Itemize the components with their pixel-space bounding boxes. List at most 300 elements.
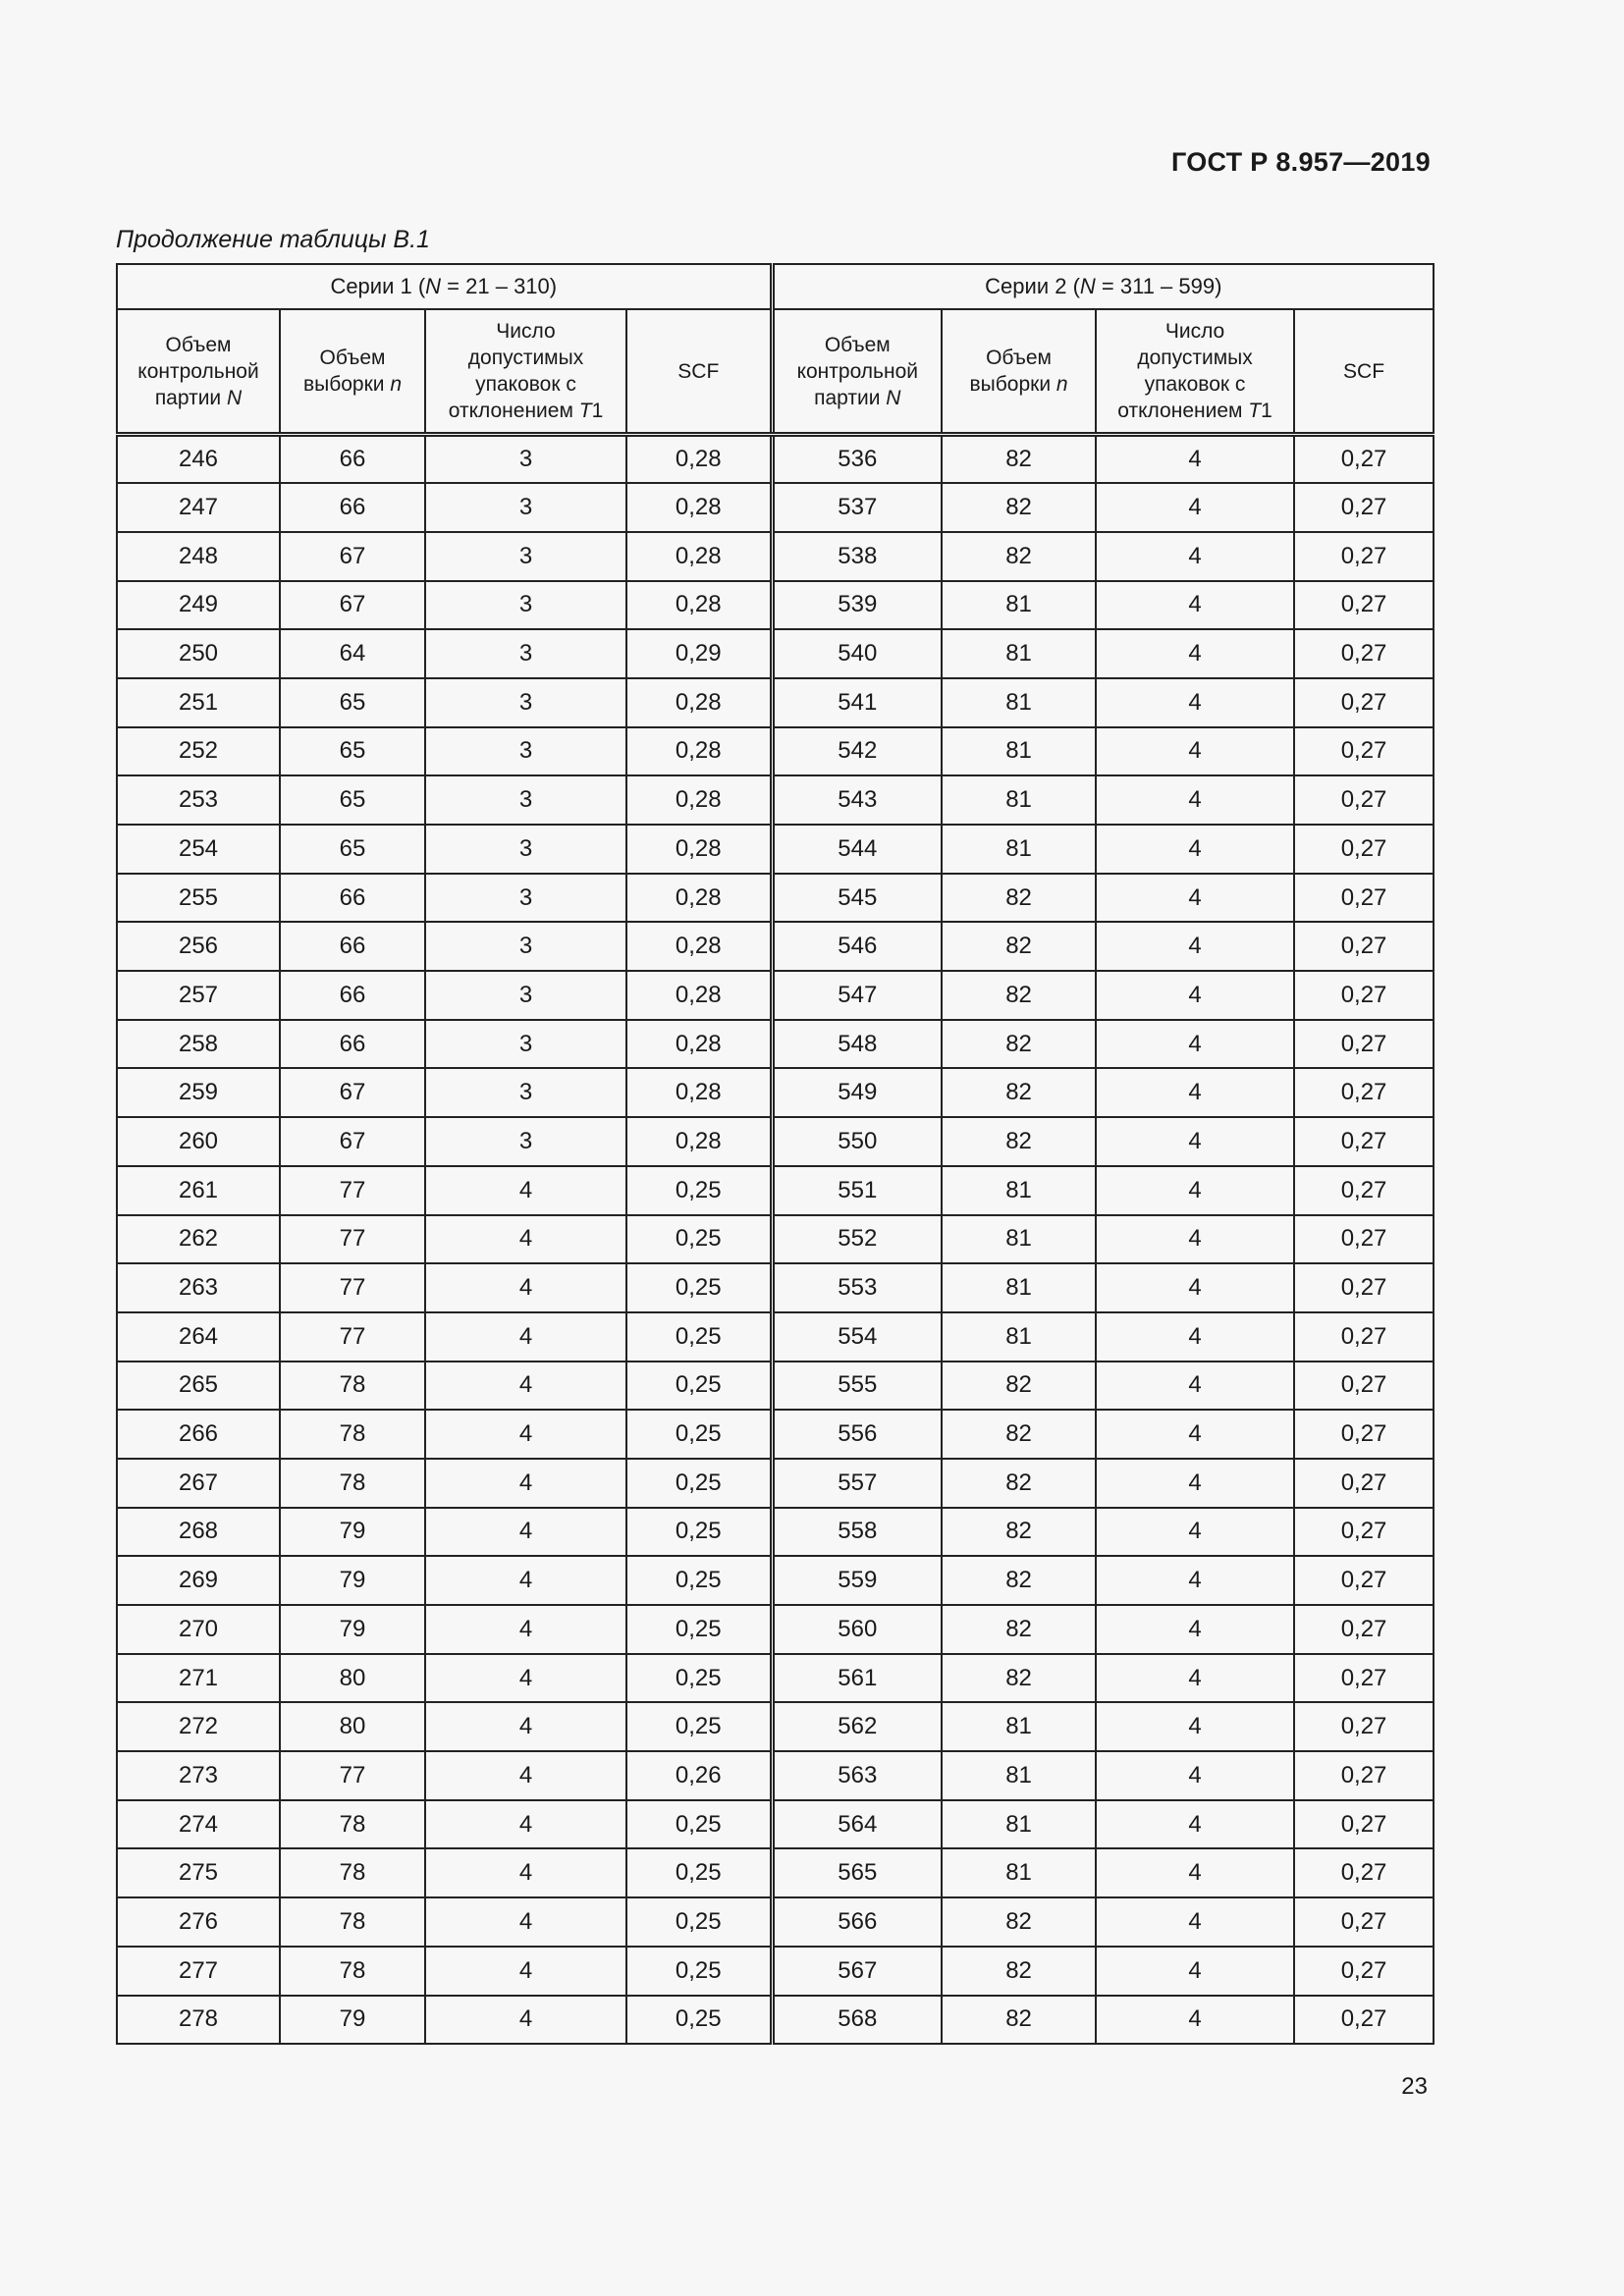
table-row: [117, 1897, 1434, 1947]
table-cell: 82: [942, 971, 1096, 1020]
table-cell: 78: [280, 1459, 425, 1508]
table-cell: 542: [772, 727, 942, 776]
table-cell: 78: [280, 1897, 425, 1947]
table-cell: 82: [942, 1947, 1096, 1996]
table-cell: 0,27: [1294, 825, 1434, 874]
table-cell: 81: [942, 581, 1096, 630]
table-row: [117, 775, 1434, 825]
table-cell: 77: [280, 1166, 425, 1215]
table-cell: 0,28: [626, 874, 772, 923]
table-cell: 565: [772, 1848, 942, 1897]
table-cell: 3: [425, 1117, 626, 1166]
table-cell: 4: [1096, 629, 1294, 678]
table-cell: 81: [942, 775, 1096, 825]
table-cell: 4: [1096, 1263, 1294, 1312]
data-table: [116, 263, 1435, 2045]
table-row: [117, 1996, 1434, 2045]
table-cell: 82: [942, 435, 1096, 484]
table-cell: 78: [280, 1362, 425, 1411]
table-row: [117, 1410, 1434, 1459]
table-cell: 0,25: [626, 1263, 772, 1312]
table-cell: 65: [280, 727, 425, 776]
table-cell: 544: [772, 825, 942, 874]
table-row: [117, 1068, 1434, 1117]
table-cell: 0,27: [1294, 1117, 1434, 1166]
table-row: [117, 1263, 1434, 1312]
table-cell: 0,27: [1294, 1897, 1434, 1947]
col-header-s1-allowed-deviations: Число допустимых упаковок с отклонением T1: [425, 309, 626, 435]
table-cell: 545: [772, 874, 942, 923]
table-cell: 0,25: [626, 1897, 772, 1947]
table-cell: 4: [425, 1605, 626, 1654]
table-cell: 4: [425, 1800, 626, 1849]
table-cell: 0,27: [1294, 922, 1434, 971]
table-cell: 4: [1096, 1947, 1294, 1996]
table-cell: 4: [425, 1702, 626, 1751]
col-header-s2-scf: SCF: [1294, 309, 1434, 435]
table-cell: 277: [117, 1947, 280, 1996]
table-row: [117, 1605, 1434, 1654]
table-cell: 0,27: [1294, 1800, 1434, 1849]
table-cell: 3: [425, 775, 626, 825]
table-cell: 554: [772, 1312, 942, 1362]
table-cell: 81: [942, 1800, 1096, 1849]
table-cell: 278: [117, 1996, 280, 2045]
table-cell: 4: [425, 1556, 626, 1605]
table-cell: 67: [280, 1068, 425, 1117]
table-caption: Продолжение таблицы В.1: [116, 226, 430, 253]
table-row: [117, 727, 1434, 776]
table-cell: 0,27: [1294, 483, 1434, 532]
table-row: [117, 1215, 1434, 1264]
table-cell: 0,25: [626, 1508, 772, 1557]
table-cell: 80: [280, 1702, 425, 1751]
table-cell: 276: [117, 1897, 280, 1947]
table-cell: 0,28: [626, 435, 772, 484]
table-row: [117, 1020, 1434, 1069]
table-cell: 262: [117, 1215, 280, 1264]
table-cell: 0,27: [1294, 629, 1434, 678]
table-row: [117, 825, 1434, 874]
table-cell: 0,27: [1294, 1556, 1434, 1605]
table-cell: 0,28: [626, 483, 772, 532]
series-2-header: Серии 2 (N = 311 – 599): [772, 264, 1434, 309]
table-cell: 4: [1096, 1362, 1294, 1411]
table-cell: 0,25: [626, 1410, 772, 1459]
series-header-row: [117, 264, 1434, 309]
table-cell: 3: [425, 629, 626, 678]
table-cell: 247: [117, 483, 280, 532]
table-cell: 556: [772, 1410, 942, 1459]
table-cell: 0,25: [626, 1362, 772, 1411]
table-cell: 0,27: [1294, 1508, 1434, 1557]
table-cell: 0,27: [1294, 1996, 1434, 2045]
table-cell: 4: [1096, 1556, 1294, 1605]
table-cell: 82: [942, 1897, 1096, 1947]
table-row: [117, 1166, 1434, 1215]
table-cell: 0,28: [626, 678, 772, 727]
table-cell: 3: [425, 435, 626, 484]
table-cell: 537: [772, 483, 942, 532]
col-header-s2-allowed-deviations: Число допустимых упаковок с отклонением T1: [1096, 309, 1294, 435]
table-cell: 3: [425, 971, 626, 1020]
table-cell: 560: [772, 1605, 942, 1654]
table-cell: 0,25: [626, 1312, 772, 1362]
table-cell: 4: [1096, 483, 1294, 532]
table-cell: 78: [280, 1410, 425, 1459]
table-cell: 4: [425, 1215, 626, 1264]
table-cell: 538: [772, 532, 942, 581]
table-cell: 0,27: [1294, 581, 1434, 630]
table-cell: 557: [772, 1459, 942, 1508]
table-row: [117, 678, 1434, 727]
table-cell: 0,28: [626, 1117, 772, 1166]
table-cell: 4: [1096, 727, 1294, 776]
table-cell: 541: [772, 678, 942, 727]
table-cell: 79: [280, 1605, 425, 1654]
table-cell: 261: [117, 1166, 280, 1215]
table-cell: 0,28: [626, 971, 772, 1020]
table-cell: 79: [280, 1556, 425, 1605]
table-cell: 264: [117, 1312, 280, 1362]
table-cell: 81: [942, 727, 1096, 776]
table-cell: 547: [772, 971, 942, 1020]
table-cell: 4: [1096, 1410, 1294, 1459]
table-cell: 4: [425, 1751, 626, 1800]
table-cell: 66: [280, 1020, 425, 1069]
table-cell: 4: [1096, 775, 1294, 825]
table-cell: 82: [942, 1068, 1096, 1117]
table-cell: 563: [772, 1751, 942, 1800]
table-cell: 0,27: [1294, 971, 1434, 1020]
document-code: ГОСТ Р 8.957—2019: [1170, 147, 1431, 177]
table-cell: 79: [280, 1996, 425, 2045]
table-cell: 0,28: [626, 727, 772, 776]
table-cell: 251: [117, 678, 280, 727]
table-cell: 248: [117, 532, 280, 581]
table-row: [117, 1312, 1434, 1362]
table-row: [117, 1117, 1434, 1166]
table-cell: 0,27: [1294, 1947, 1434, 1996]
table-cell: 4: [1096, 922, 1294, 971]
table-cell: 0,28: [626, 1068, 772, 1117]
table-cell: 549: [772, 1068, 942, 1117]
table-cell: 0,27: [1294, 1166, 1434, 1215]
table-cell: 3: [425, 1068, 626, 1117]
table-cell: 0,25: [626, 1947, 772, 1996]
table-cell: 77: [280, 1312, 425, 1362]
table-cell: 0,25: [626, 1556, 772, 1605]
table-cell: 66: [280, 483, 425, 532]
table-cell: 4: [425, 1996, 626, 2045]
table-cell: 4: [425, 1166, 626, 1215]
table-cell: 65: [280, 678, 425, 727]
table-row: [117, 581, 1434, 630]
table-cell: 0,25: [626, 1459, 772, 1508]
table-cell: 4: [1096, 1605, 1294, 1654]
table-cell: 551: [772, 1166, 942, 1215]
page-number: 23: [1401, 2073, 1428, 2100]
table-cell: 81: [942, 825, 1096, 874]
table-cell: 4: [1096, 1117, 1294, 1166]
table-cell: 64: [280, 629, 425, 678]
table-cell: 82: [942, 1654, 1096, 1703]
table-cell: 66: [280, 971, 425, 1020]
table-row: [117, 1508, 1434, 1557]
table-cell: 252: [117, 727, 280, 776]
table-row: [117, 1702, 1434, 1751]
table-cell: 4: [425, 1654, 626, 1703]
table-cell: 3: [425, 825, 626, 874]
table-cell: 0,27: [1294, 1410, 1434, 1459]
table-cell: 82: [942, 1556, 1096, 1605]
table-cell: 0,25: [626, 1848, 772, 1897]
table-cell: 273: [117, 1751, 280, 1800]
table-cell: 3: [425, 678, 626, 727]
table-cell: 4: [1096, 1068, 1294, 1117]
table-cell: 562: [772, 1702, 942, 1751]
table-cell: 82: [942, 1362, 1096, 1411]
table-cell: 65: [280, 775, 425, 825]
table-cell: 568: [772, 1996, 942, 2045]
table-row: [117, 483, 1434, 532]
table-cell: 4: [1096, 1020, 1294, 1069]
table-cell: 0,26: [626, 1751, 772, 1800]
table-cell: 66: [280, 874, 425, 923]
table-cell: 0,25: [626, 1166, 772, 1215]
table-cell: 4: [1096, 1654, 1294, 1703]
table-cell: 558: [772, 1508, 942, 1557]
table-cell: 4: [1096, 1459, 1294, 1508]
table-cell: 0,27: [1294, 1702, 1434, 1751]
table-cell: 81: [942, 1215, 1096, 1264]
table-cell: 268: [117, 1508, 280, 1557]
col-header-s2-lot-size: Объем контрольной партии N: [772, 309, 942, 435]
table-cell: 0,27: [1294, 727, 1434, 776]
table-cell: 0,29: [626, 629, 772, 678]
table-cell: 4: [1096, 1312, 1294, 1362]
table-cell: 0,27: [1294, 678, 1434, 727]
table-cell: 270: [117, 1605, 280, 1654]
table-cell: 0,27: [1294, 1751, 1434, 1800]
table-cell: 78: [280, 1947, 425, 1996]
table-cell: 0,28: [626, 825, 772, 874]
table-cell: 564: [772, 1800, 942, 1849]
table-cell: 81: [942, 1312, 1096, 1362]
table-cell: 79: [280, 1508, 425, 1557]
table-cell: 559: [772, 1556, 942, 1605]
table-cell: 0,28: [626, 922, 772, 971]
table-cell: 4: [1096, 581, 1294, 630]
table-cell: 82: [942, 1020, 1096, 1069]
table-row: [117, 922, 1434, 971]
table-cell: 67: [280, 532, 425, 581]
table-cell: 246: [117, 435, 280, 484]
table-cell: 259: [117, 1068, 280, 1117]
table-cell: 566: [772, 1897, 942, 1947]
table-row: [117, 1947, 1434, 1996]
table-cell: 0,25: [626, 1800, 772, 1849]
table-row: [117, 1556, 1434, 1605]
table-cell: 0,27: [1294, 1459, 1434, 1508]
table-cell: 275: [117, 1848, 280, 1897]
table-cell: 4: [1096, 1800, 1294, 1849]
table-cell: 561: [772, 1654, 942, 1703]
table-cell: 4: [1096, 1508, 1294, 1557]
table-cell: 82: [942, 874, 1096, 923]
col-header-s1-lot-size: Объем контрольной партии N: [117, 309, 280, 435]
table-cell: 3: [425, 483, 626, 532]
table-cell: 82: [942, 1410, 1096, 1459]
table-cell: 0,25: [626, 1996, 772, 2045]
table-cell: 4: [1096, 825, 1294, 874]
table-cell: 3: [425, 874, 626, 923]
table-cell: 3: [425, 532, 626, 581]
table-body: [117, 435, 1434, 2045]
table-cell: 82: [942, 532, 1096, 581]
column-header-row: [117, 309, 1434, 435]
table-cell: 253: [117, 775, 280, 825]
table-cell: 0,28: [626, 581, 772, 630]
table-cell: 0,27: [1294, 1215, 1434, 1264]
table-cell: 82: [942, 1117, 1096, 1166]
table-cell: 82: [942, 1996, 1096, 2045]
table-cell: 4: [425, 1312, 626, 1362]
table-cell: 65: [280, 825, 425, 874]
table-cell: 553: [772, 1263, 942, 1312]
table-cell: 0,27: [1294, 874, 1434, 923]
table-cell: 67: [280, 1117, 425, 1166]
table-cell: 4: [425, 1947, 626, 1996]
table-cell: 254: [117, 825, 280, 874]
table-cell: 82: [942, 483, 1096, 532]
table-cell: 81: [942, 1702, 1096, 1751]
table-cell: 82: [942, 1459, 1096, 1508]
table-cell: 548: [772, 1020, 942, 1069]
table-cell: 4: [1096, 1751, 1294, 1800]
col-header-s2-sample-size: Объем выборки n: [942, 309, 1096, 435]
table-cell: 4: [1096, 1996, 1294, 2045]
table-cell: 257: [117, 971, 280, 1020]
table-cell: 271: [117, 1654, 280, 1703]
table-cell: 263: [117, 1263, 280, 1312]
table-cell: 82: [942, 1508, 1096, 1557]
table-cell: 78: [280, 1848, 425, 1897]
table-cell: 540: [772, 629, 942, 678]
table-cell: 77: [280, 1263, 425, 1312]
table-cell: 4: [425, 1362, 626, 1411]
table-cell: 4: [1096, 874, 1294, 923]
table-cell: 4: [425, 1410, 626, 1459]
table-cell: 274: [117, 1800, 280, 1849]
table-row: [117, 874, 1434, 923]
table-cell: 0,28: [626, 532, 772, 581]
table-cell: 4: [425, 1263, 626, 1312]
table-cell: 0,27: [1294, 775, 1434, 825]
table-cell: 267: [117, 1459, 280, 1508]
table-cell: 550: [772, 1117, 942, 1166]
table-cell: 81: [942, 629, 1096, 678]
table-cell: 543: [772, 775, 942, 825]
table-row: [117, 532, 1434, 581]
series-1-header: Серии 1 (N = 21 – 310): [117, 264, 772, 309]
table-cell: 256: [117, 922, 280, 971]
table-cell: 539: [772, 581, 942, 630]
table-cell: 255: [117, 874, 280, 923]
table-cell: 269: [117, 1556, 280, 1605]
table-cell: 0,25: [626, 1605, 772, 1654]
table-cell: 4: [425, 1508, 626, 1557]
table-cell: 80: [280, 1654, 425, 1703]
table-row: [117, 435, 1434, 484]
table-cell: 4: [1096, 1215, 1294, 1264]
table-cell: 552: [772, 1215, 942, 1264]
table-cell: 266: [117, 1410, 280, 1459]
table-row: [117, 1751, 1434, 1800]
table-cell: 0,28: [626, 1020, 772, 1069]
table-cell: 77: [280, 1751, 425, 1800]
table-cell: 66: [280, 922, 425, 971]
table-cell: 3: [425, 581, 626, 630]
table-row: [117, 1848, 1434, 1897]
col-header-s1-sample-size: Объем выборки n: [280, 309, 425, 435]
table-cell: 260: [117, 1117, 280, 1166]
table-cell: 81: [942, 1751, 1096, 1800]
table-cell: 4: [425, 1459, 626, 1508]
table-cell: 536: [772, 435, 942, 484]
table-row: [117, 971, 1434, 1020]
table-cell: 4: [425, 1897, 626, 1947]
table-cell: 67: [280, 581, 425, 630]
table-cell: 0,27: [1294, 1605, 1434, 1654]
table-cell: 4: [1096, 435, 1294, 484]
table-cell: 81: [942, 678, 1096, 727]
table-cell: 0,25: [626, 1215, 772, 1264]
col-header-s1-scf: SCF: [626, 309, 772, 435]
table-row: [117, 629, 1434, 678]
table-cell: 0,27: [1294, 1312, 1434, 1362]
table-cell: 0,27: [1294, 1068, 1434, 1117]
table-row: [117, 1362, 1434, 1411]
table-cell: 81: [942, 1848, 1096, 1897]
table-cell: 0,27: [1294, 532, 1434, 581]
table-row: [117, 1654, 1434, 1703]
table-cell: 249: [117, 581, 280, 630]
table-cell: 78: [280, 1800, 425, 1849]
table-cell: 0,27: [1294, 435, 1434, 484]
table-cell: 0,27: [1294, 1263, 1434, 1312]
table-cell: 77: [280, 1215, 425, 1264]
table-cell: 3: [425, 922, 626, 971]
table-cell: 0,27: [1294, 1362, 1434, 1411]
table-cell: 81: [942, 1166, 1096, 1215]
table-cell: 272: [117, 1702, 280, 1751]
table-row: [117, 1800, 1434, 1849]
table-cell: 4: [1096, 532, 1294, 581]
table-cell: 0,25: [626, 1702, 772, 1751]
table-cell: 0,27: [1294, 1020, 1434, 1069]
table-cell: 4: [1096, 1897, 1294, 1947]
table-cell: 567: [772, 1947, 942, 1996]
table-cell: 4: [425, 1848, 626, 1897]
table-cell: 4: [1096, 1166, 1294, 1215]
table-cell: 4: [1096, 678, 1294, 727]
table-cell: 555: [772, 1362, 942, 1411]
table-cell: 4: [1096, 1848, 1294, 1897]
table-row: [117, 1459, 1434, 1508]
table-cell: 0,28: [626, 775, 772, 825]
table-cell: 546: [772, 922, 942, 971]
